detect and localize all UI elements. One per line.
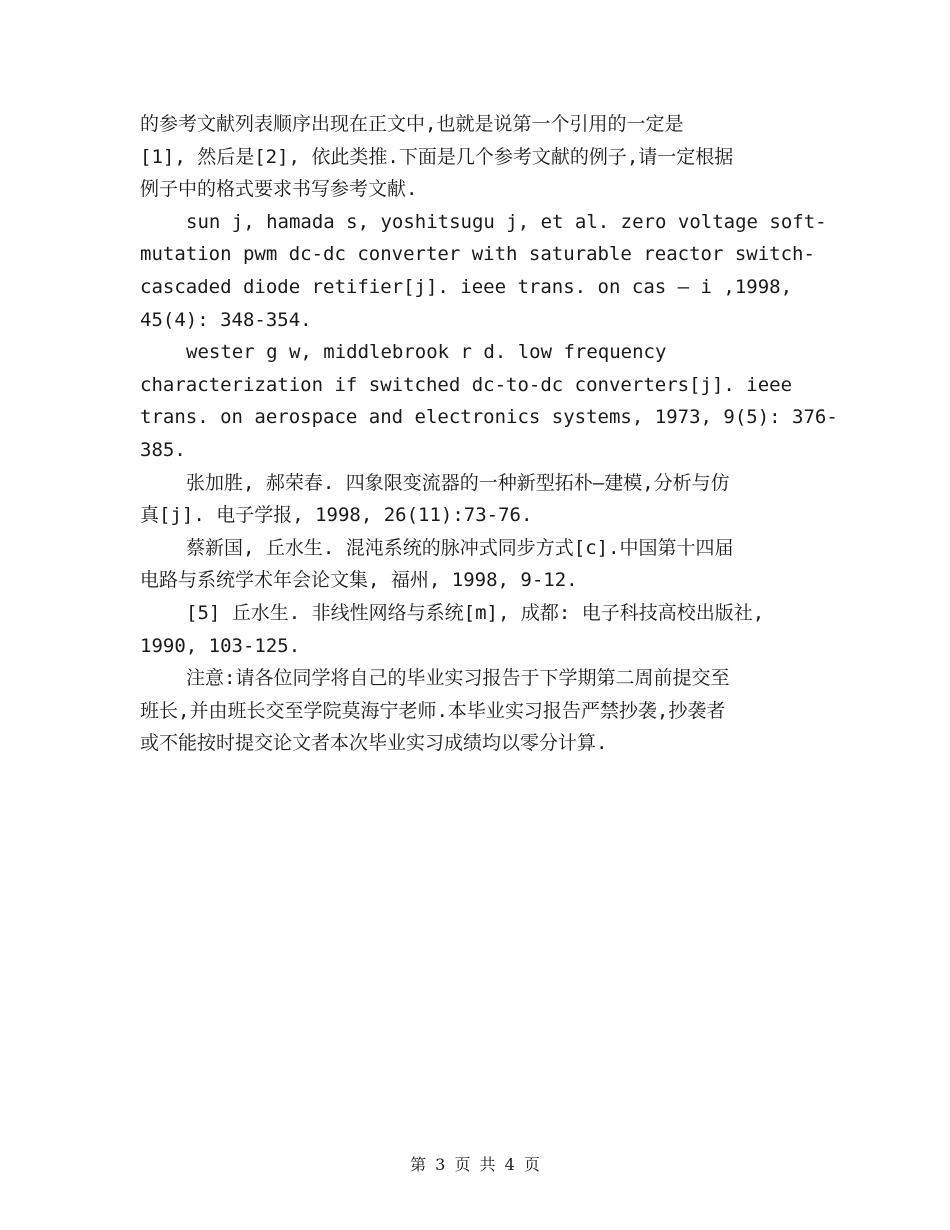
text-line: characterization if switched dc-to-dc converters[j]. ieee <box>140 373 793 396</box>
text-line: wester g w, middlebrook r d. low frequency <box>186 341 667 364</box>
text-line: 注意:请各位同学将自己的毕业实习报告于下学期第二周前提交至 <box>186 667 730 690</box>
text-line: 张加胜, 郝荣春. 四象限变流器的一种新型拓朴—建模,分析与仿 <box>186 471 730 494</box>
text-line: [5] 丘水生. 非线性网络与系统[m], 成都: 电子科技高校出版社, <box>186 601 765 624</box>
text-line: mutation pwm dc-dc converter with saturable reactor switch- <box>140 243 815 266</box>
text-line: 45(4): 348-354. <box>140 308 312 331</box>
text-line: 或不能按时提交论文者本次毕业实习成绩均以零分计算. <box>140 732 608 755</box>
text-line: sun j, hamada s, yoshitsugu j, et al. zero voltage soft- <box>186 210 827 233</box>
text-line: [1], 然后是[2], 依此类推.下面是几个参考文献的例子,请一定根据 <box>140 145 734 168</box>
text-line: cascaded diode retifier[j]. ieee trans. on cas – i ,1998, <box>140 275 793 298</box>
text-line: 蔡新国, 丘水生. 混沌系统的脉冲式同步方式[c].中国第十四届 <box>186 536 734 559</box>
text-line: 1990, 103-125. <box>140 634 301 657</box>
text-line: trans. on aerospace and electronics systems, 1973, 9(5): 376- <box>140 406 838 429</box>
text-line: 电路与系统学术年会论文集, 福州, 1998, 9-12. <box>140 569 578 592</box>
page-footer: 第 3 页 共 4 页 <box>410 1155 540 1174</box>
text-line: 真[j]. 电子学报, 1998, 26(11):73-76. <box>140 504 533 527</box>
text-line: 385. <box>140 438 186 461</box>
document-body <box>140 108 838 760</box>
text-line: 班长,并由班长交至学院莫海宁老师.本毕业实习报告严禁抄袭,抄袭者 <box>140 699 726 722</box>
text-line: 的参考文献列表顺序出现在正文中,也就是说第一个引用的一定是 <box>140 113 684 135</box>
text-line: 例子中的格式要求书写参考文献. <box>140 178 418 201</box>
